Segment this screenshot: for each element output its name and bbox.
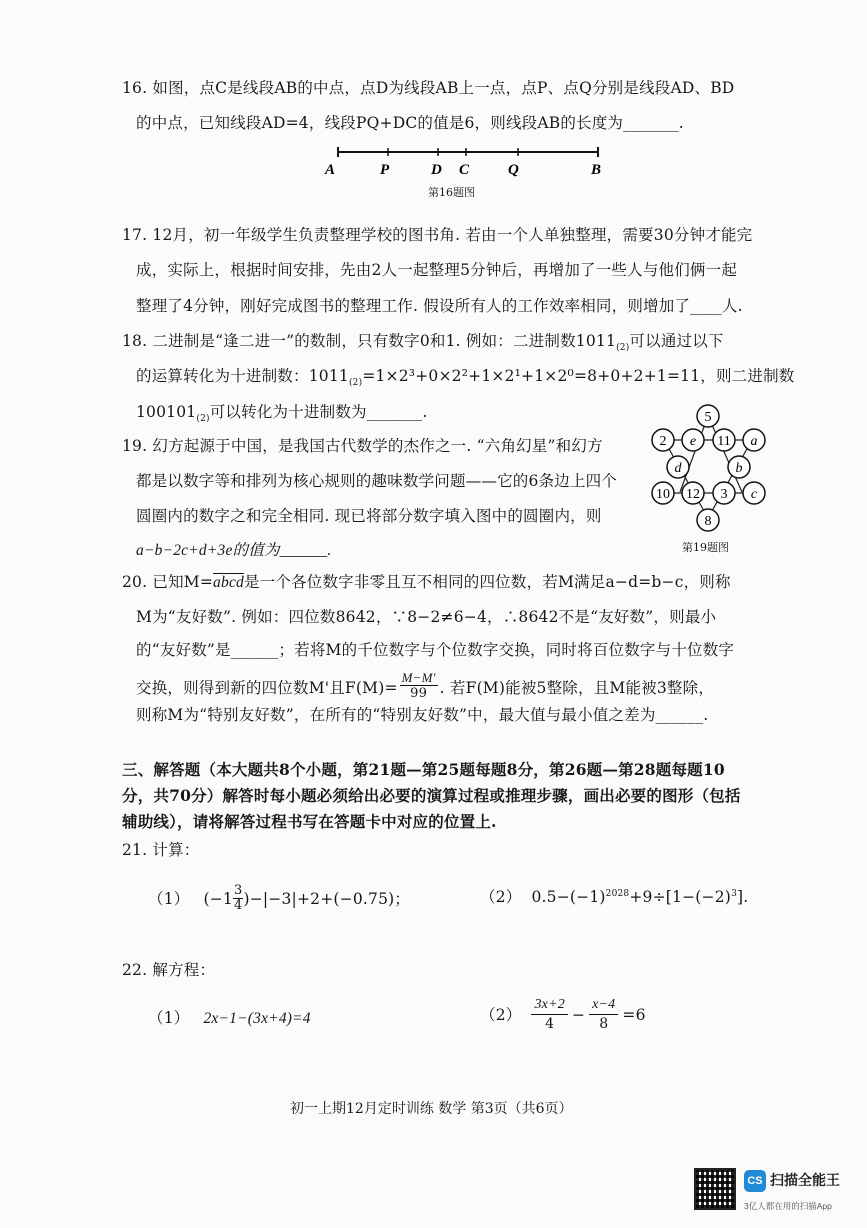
- section3-line1: 三、解答题（本大题共8个小题，第21题—第25题每题8分，第26题—第28题每题10: [122, 760, 725, 779]
- q19-circle-top: 5: [704, 410, 712, 425]
- q18-line3-sub: (2): [196, 414, 210, 425]
- q22-minus-sign: −: [571, 1005, 586, 1024]
- q19-circle-d: d: [674, 461, 682, 476]
- q16-segment-figure: [318, 144, 608, 184]
- q22-part2-rhs: =6: [622, 1005, 646, 1024]
- q20-line5: 则称M为“特别友好数”，在所有的“特别友好数”中，最大值与最小值之差为______.: [136, 706, 709, 724]
- q19-caption: 第19题图: [682, 541, 729, 554]
- q19-line4: a−b−2c+d+3e的值为______.: [136, 542, 332, 559]
- q20-line3: 的“友好数”是______；若将M的千位数字与个位数字交换，同时将百位数字与十位数字: [136, 641, 735, 659]
- q18-line1-text-b: 可以通过以下: [629, 332, 724, 350]
- q17-line2: 成，实际上，根据时间安排，先由2人一起整理5分钟后，再增加了一些人与他们俩一起: [136, 261, 738, 279]
- q21-title: 21. 计算：: [122, 841, 200, 859]
- q22-fraction-2-denominator: 8: [599, 1016, 609, 1032]
- q16-caption: 第16题图: [428, 186, 475, 199]
- q19-circle-b: b: [735, 461, 743, 476]
- qr-code-icon: [694, 1168, 736, 1210]
- q16-point-c: C: [459, 162, 470, 178]
- q18-line3-text-a: 100101: [136, 403, 197, 421]
- q17-line3: 整理了4分钟，刚好完成图书的整理工作. 假设所有人的工作效率相同，则增加了____人.: [136, 297, 743, 315]
- q16-point-d: D: [431, 162, 442, 178]
- page-footer: 初一上期12月定时训练 数学 第3页（共6页）: [290, 1101, 573, 1117]
- q16-point-q: Q: [508, 162, 519, 178]
- q19-circle-e: e: [689, 434, 697, 449]
- q20-fraction: [400, 670, 438, 701]
- q19-circle-10: 10: [656, 487, 670, 502]
- q18-line3-text-b: 可以转化为十进制数为_______.: [209, 403, 428, 421]
- q19-line3: 圆圈内的数字之和完全相同. 现已将部分数字填入图中的圆圈内，则: [136, 507, 602, 525]
- q22-part2: [480, 996, 646, 1033]
- q20-line4: [136, 672, 714, 703]
- q21-part1-label: （1）: [148, 889, 190, 908]
- q19-hexagram-figure: [644, 400, 774, 538]
- q18-line2-text-b: =1×2³+0×2²+1×2¹+1×2⁰=8+0+2+1=11，则二进制数: [362, 367, 795, 385]
- q20-fraction-numerator: M−M': [401, 670, 436, 685]
- q20-line4-text-a: 交换，则得到新的四位数M'且F(M)=: [136, 678, 398, 697]
- q17-line1: 17. 12月，初一年级学生负责整理学校的图书角. 若由一个人单独整理，需要30分钟才能完: [122, 226, 753, 244]
- q21-part2-exp: 2028: [605, 889, 630, 899]
- q20-line1-text-b: 是一个各位数字非零且互不相同的四位数，若M满足a−d=b−c，则称: [243, 573, 731, 591]
- q21-part2-expr-a: 0.5−(−1): [531, 888, 606, 907]
- q19-circle-12: 12: [686, 487, 700, 502]
- q19-circle-a: a: [750, 434, 758, 449]
- q19-line1: 19. 幻方起源于中国，是我国古代数学的杰作之一. “六角幻星”和幻方: [122, 437, 603, 455]
- camscanner-tagline: 3亿人都在用的扫描App: [744, 1201, 832, 1211]
- q20-line1-text-a: 20. 已知M=: [122, 573, 214, 591]
- q21-part1-expr-b: )−|−3|+2+(−0.75)；: [243, 889, 411, 908]
- q20-line1: [122, 572, 731, 593]
- q18-line1-text-a: 18. 二进制是“逢二进一”的数制，只有数字0和1. 例如：二进制数1011: [122, 332, 617, 350]
- q21-part2: [480, 884, 748, 907]
- q21-part1-expr-a: (−1: [203, 889, 233, 908]
- q18-line2: [136, 366, 794, 393]
- q22-part1: [148, 1008, 311, 1029]
- camscanner-logo-icon: CS: [744, 1170, 766, 1192]
- q22-part1-equation: 2x−1−(3x+4)=4: [203, 1010, 311, 1027]
- q19-circle-3: 3: [720, 487, 728, 502]
- q22-fraction-1: [531, 996, 567, 1033]
- q18-line1-sub: (2): [616, 343, 630, 354]
- q16-point-a: A: [325, 162, 336, 178]
- q18-line2-sub: (2): [348, 378, 363, 389]
- q22-title: 22. 解方程：: [122, 961, 216, 979]
- q21-part1: [148, 884, 410, 913]
- q21-part2-label: （2）: [480, 888, 522, 907]
- q18-line1: [122, 331, 724, 358]
- q21-fraction-denominator: 4: [233, 898, 243, 913]
- section3-line2: 分，共70分）解答时每小题必须给出必要的演算过程或推理步骤，画出必要的图形（包括: [122, 786, 741, 805]
- q22-fraction-1-numerator: 3x+2: [531, 996, 567, 1015]
- q20-fraction-denominator: 99: [410, 686, 428, 701]
- q18-line2-text-a: 的运算转化为十进制数：1011: [136, 367, 349, 385]
- q22-fraction-1-denominator: 4: [545, 1016, 555, 1032]
- q19-circle-2: 2: [659, 434, 667, 449]
- q20-overline-abcd: abcd: [213, 574, 244, 591]
- q20-line2: M为“友好数”. 例如：四位数8642，∵8−2≠6−4，∴8642不是“友好数”，则最小: [136, 608, 717, 626]
- q16-line2: 的中点，已知线段AD=4，线段PQ+DC的值是6，则线段AB的长度为_______.: [136, 114, 684, 132]
- q22-fraction-2-numerator: x−4: [589, 996, 618, 1015]
- q19-line2: 都是以数字等和排列为核心规则的趣味数学问题——它的6条边上四个: [136, 472, 618, 490]
- q19-circle-bottom: 8: [704, 514, 712, 529]
- q22-part2-label: （2）: [480, 1005, 522, 1024]
- q21-part2-expr-c: ].: [737, 888, 749, 907]
- q21-fraction-numerator: 3: [233, 883, 243, 898]
- q19-circle-c: c: [750, 487, 758, 502]
- section3-line3: 辅助线），请将解答过程书写在答题卡中对应的位置上.: [122, 812, 497, 831]
- camscanner-name: 扫描全能王: [770, 1172, 840, 1188]
- q16-line1: 16. 如图，点C是线段AB的中点，点D为线段AB上一点，点P、点Q分别是线段AD、BD: [122, 79, 735, 97]
- q19-circle-11: 11: [717, 434, 731, 449]
- q21-mixed-fraction: [233, 884, 243, 913]
- q21-part2-expr-b: +9÷[1−(−2): [629, 888, 732, 907]
- q20-line4-text-b: . 若F(M)能被5整除，且M能被3整除，: [439, 678, 715, 697]
- q16-point-b: B: [591, 162, 602, 178]
- q22-part1-label: （1）: [148, 1009, 190, 1027]
- q16-point-p: P: [380, 162, 390, 178]
- q18-line3: [136, 402, 428, 429]
- q22-fraction-2: [589, 996, 618, 1033]
- q21-part2-exp2: 3: [731, 889, 737, 899]
